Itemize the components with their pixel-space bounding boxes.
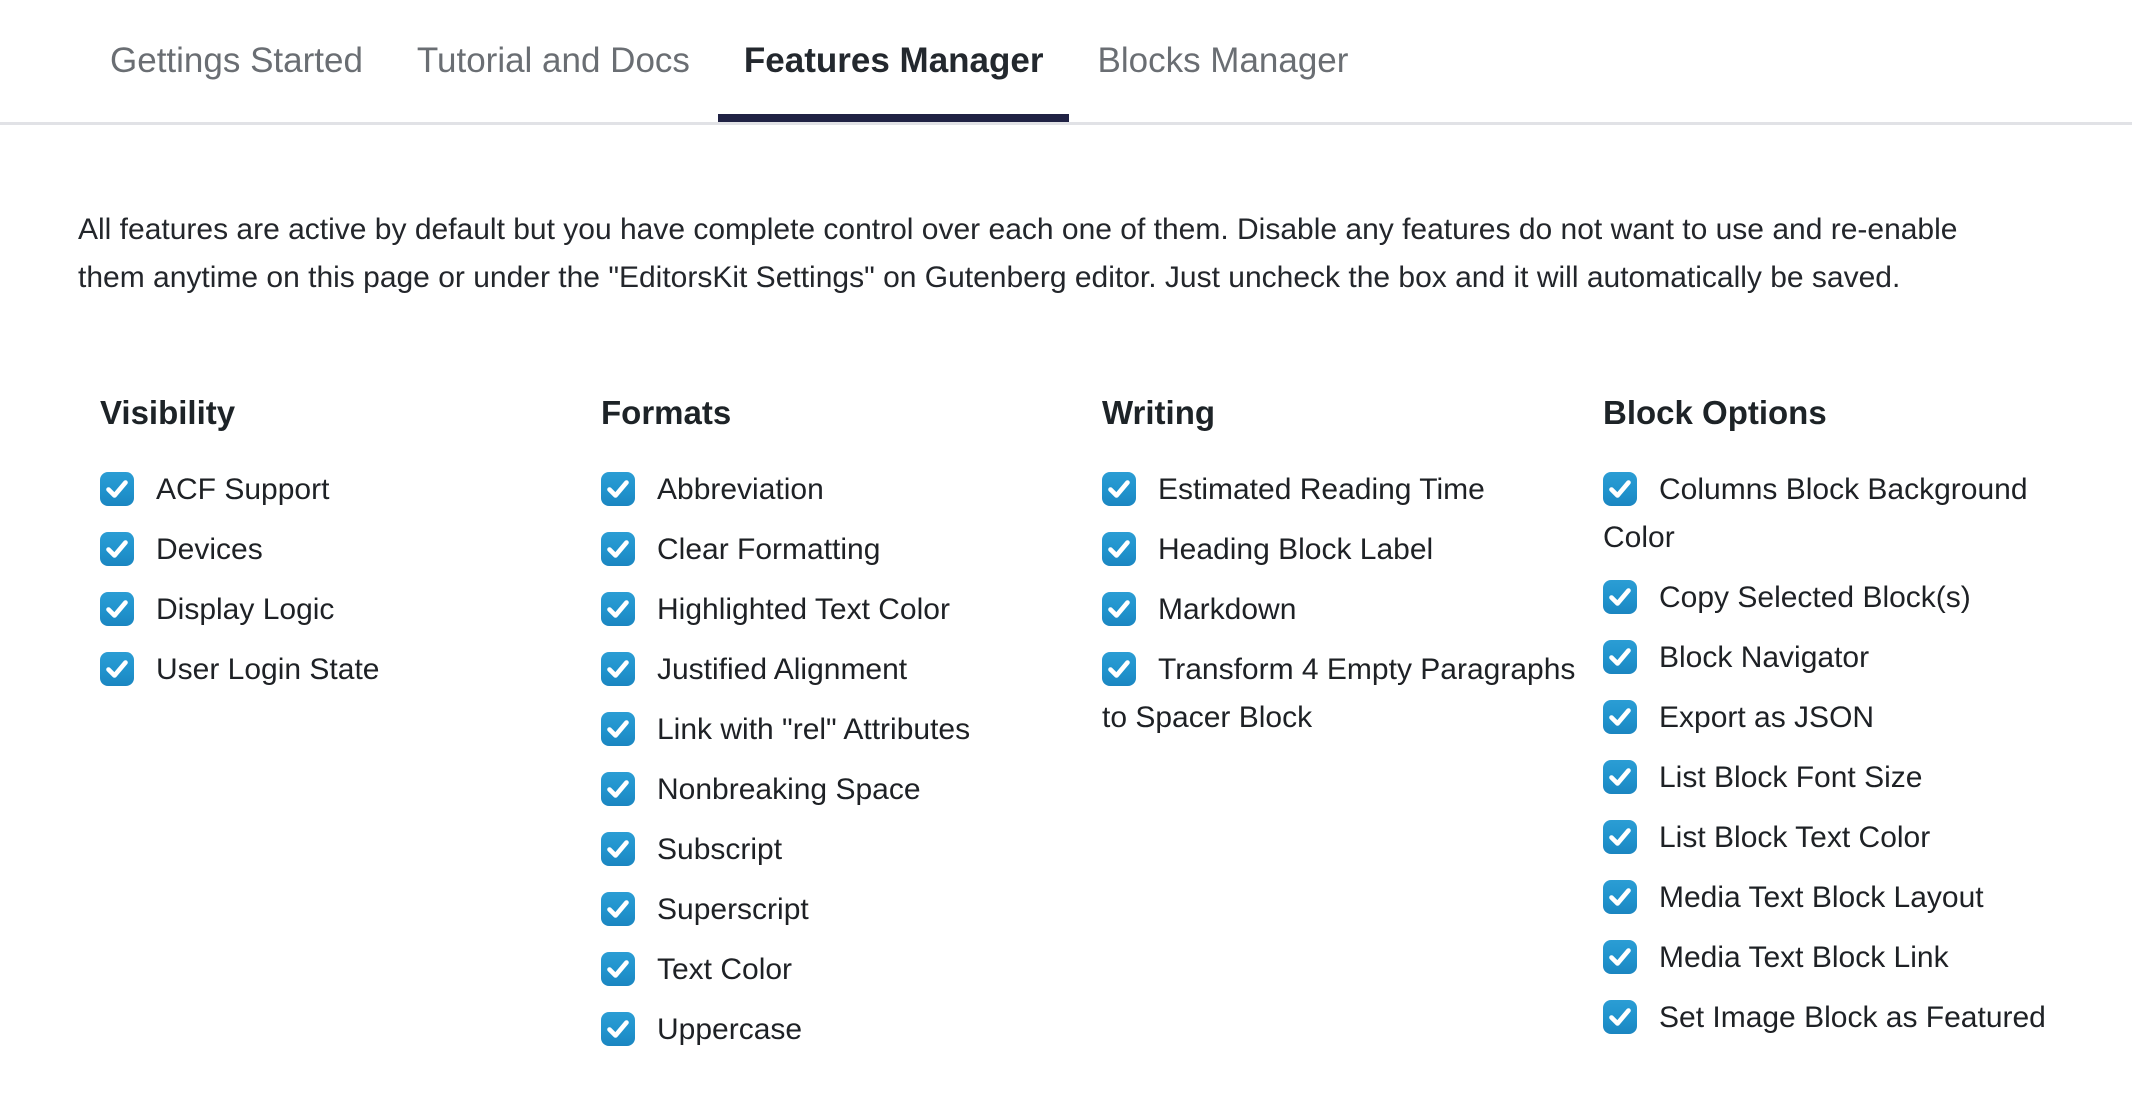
feature-label: User Login State xyxy=(156,653,380,686)
feature-item[interactable] xyxy=(1603,994,2090,1042)
checkbox-checked-icon[interactable] xyxy=(601,1012,635,1046)
checkbox-checked-icon[interactable] xyxy=(601,832,635,866)
feature-label: Markdown xyxy=(1158,593,1297,626)
tab-bar xyxy=(0,0,2132,125)
checkbox-checked-icon[interactable] xyxy=(601,472,635,506)
checkbox-checked-icon[interactable] xyxy=(100,592,134,626)
feature-item[interactable] xyxy=(1603,874,2090,922)
feature-item[interactable] xyxy=(1603,934,2090,982)
feature-item[interactable] xyxy=(100,646,587,694)
feature-label: Nonbreaking Space xyxy=(657,773,921,806)
tab-blocks-manager[interactable] xyxy=(1071,0,1374,122)
checkbox-checked-icon[interactable] xyxy=(601,892,635,926)
checkbox-checked-icon[interactable] xyxy=(1603,880,1637,914)
feature-label: Justified Alignment xyxy=(657,653,908,686)
column-block-options xyxy=(1603,393,2090,1066)
feature-item[interactable] xyxy=(601,1006,1088,1054)
feature-label: Abbreviation xyxy=(657,473,824,506)
feature-item[interactable] xyxy=(601,646,1088,694)
feature-label: List Block Text Color xyxy=(1659,821,1931,854)
feature-item[interactable] xyxy=(1603,574,2090,622)
feature-label: Transform 4 Empty Paragraphs to Spacer Block xyxy=(1102,653,1576,734)
feature-item[interactable] xyxy=(1603,634,2090,682)
checkbox-checked-icon[interactable] xyxy=(1603,760,1637,794)
feature-item[interactable] xyxy=(601,886,1088,934)
checkbox-checked-icon[interactable] xyxy=(1102,532,1136,566)
feature-label: Set Image Block as Featured xyxy=(1659,1001,2046,1034)
feature-label: Superscript xyxy=(657,893,809,926)
feature-item[interactable] xyxy=(1603,754,2090,802)
feature-label: List Block Font Size xyxy=(1659,761,1923,794)
feature-label: ACF Support xyxy=(156,473,330,506)
checkbox-checked-icon[interactable] xyxy=(601,532,635,566)
feature-item[interactable] xyxy=(100,586,587,634)
checkbox-checked-icon[interactable] xyxy=(1603,472,1637,506)
feature-item[interactable] xyxy=(601,946,1088,994)
feature-item[interactable] xyxy=(601,706,1088,754)
checkbox-checked-icon[interactable] xyxy=(1603,640,1637,674)
feature-label: Highlighted Text Color xyxy=(657,593,950,626)
feature-item[interactable] xyxy=(1603,466,2090,562)
checkbox-checked-icon[interactable] xyxy=(1603,580,1637,614)
checkbox-checked-icon[interactable] xyxy=(1603,820,1637,854)
feature-label: Heading Block Label xyxy=(1158,533,1434,566)
feature-label: Link with "rel" Attributes xyxy=(657,713,971,746)
feature-label: Media Text Block Layout xyxy=(1659,881,1984,914)
checkbox-checked-icon[interactable] xyxy=(1603,700,1637,734)
tab-label: Gettings Started xyxy=(110,41,363,80)
feature-item[interactable] xyxy=(601,466,1088,514)
feature-item[interactable] xyxy=(1102,586,1589,634)
feature-item[interactable] xyxy=(601,586,1088,634)
tab-tutorial-and-docs[interactable] xyxy=(391,0,716,122)
checkbox-checked-icon[interactable] xyxy=(100,532,134,566)
feature-label: Block Navigator xyxy=(1659,641,1870,674)
feature-label: Media Text Block Link xyxy=(1659,941,1949,974)
column-visibility xyxy=(100,393,587,1066)
feature-columns xyxy=(100,393,2090,1066)
column-formats xyxy=(601,393,1088,1066)
checkbox-checked-icon[interactable] xyxy=(1102,652,1136,686)
column-title: Visibility xyxy=(100,394,236,431)
tab-label: Tutorial and Docs xyxy=(416,41,690,80)
feature-label: Estimated Reading Time xyxy=(1158,473,1485,506)
feature-label: Export as JSON xyxy=(1659,701,1875,734)
feature-item[interactable] xyxy=(601,826,1088,874)
checkbox-checked-icon[interactable] xyxy=(1603,1000,1637,1034)
feature-item[interactable] xyxy=(601,766,1088,814)
feature-label: Uppercase xyxy=(657,1013,803,1046)
feature-label: Copy Selected Block(s) xyxy=(1659,581,1971,614)
feature-label: Display Logic xyxy=(156,593,335,626)
feature-item[interactable] xyxy=(1603,694,2090,742)
checkbox-checked-icon[interactable] xyxy=(601,592,635,626)
checkbox-checked-icon[interactable] xyxy=(601,712,635,746)
checkbox-checked-icon[interactable] xyxy=(100,472,134,506)
feature-item[interactable] xyxy=(1102,466,1589,514)
feature-item[interactable] xyxy=(100,526,587,574)
feature-item[interactable] xyxy=(1102,526,1589,574)
checkbox-checked-icon[interactable] xyxy=(1603,940,1637,974)
column-writing xyxy=(1102,393,1589,1066)
tab-label: Blocks Manager xyxy=(1097,41,1349,80)
feature-item[interactable] xyxy=(1102,646,1589,742)
feature-label: Text Color xyxy=(657,953,793,986)
checkbox-checked-icon[interactable] xyxy=(1102,592,1136,626)
checkbox-checked-icon[interactable] xyxy=(601,652,635,686)
checkbox-checked-icon[interactable] xyxy=(1102,472,1136,506)
features-description: All features are active by default but you have complete control over each one of them. Disable any features do not want to use and re-enable them anytime on this page or under the "EditorsKit Settings" on Gutenberg editor. Just uncheck the box and it will automatically be saved. xyxy=(78,213,1958,294)
checkbox-checked-icon[interactable] xyxy=(601,772,635,806)
column-title: Writing xyxy=(1102,394,1216,431)
tab-label: Features Manager xyxy=(743,41,1044,80)
column-title: Block Options xyxy=(1603,394,1827,431)
checkbox-checked-icon[interactable] xyxy=(100,652,134,686)
tab-gettings-started[interactable] xyxy=(84,0,389,122)
tab-features-manager[interactable] xyxy=(718,0,1070,122)
feature-item[interactable] xyxy=(601,526,1088,574)
settings-panel xyxy=(0,125,2132,1066)
checkbox-checked-icon[interactable] xyxy=(601,952,635,986)
feature-label: Columns Block Background Color xyxy=(1603,473,2028,554)
feature-item[interactable] xyxy=(1603,814,2090,862)
feature-item[interactable] xyxy=(100,466,587,514)
feature-label: Subscript xyxy=(657,833,783,866)
feature-label: Clear Formatting xyxy=(657,533,881,566)
column-title: Formats xyxy=(601,394,732,431)
feature-label: Devices xyxy=(156,533,263,566)
